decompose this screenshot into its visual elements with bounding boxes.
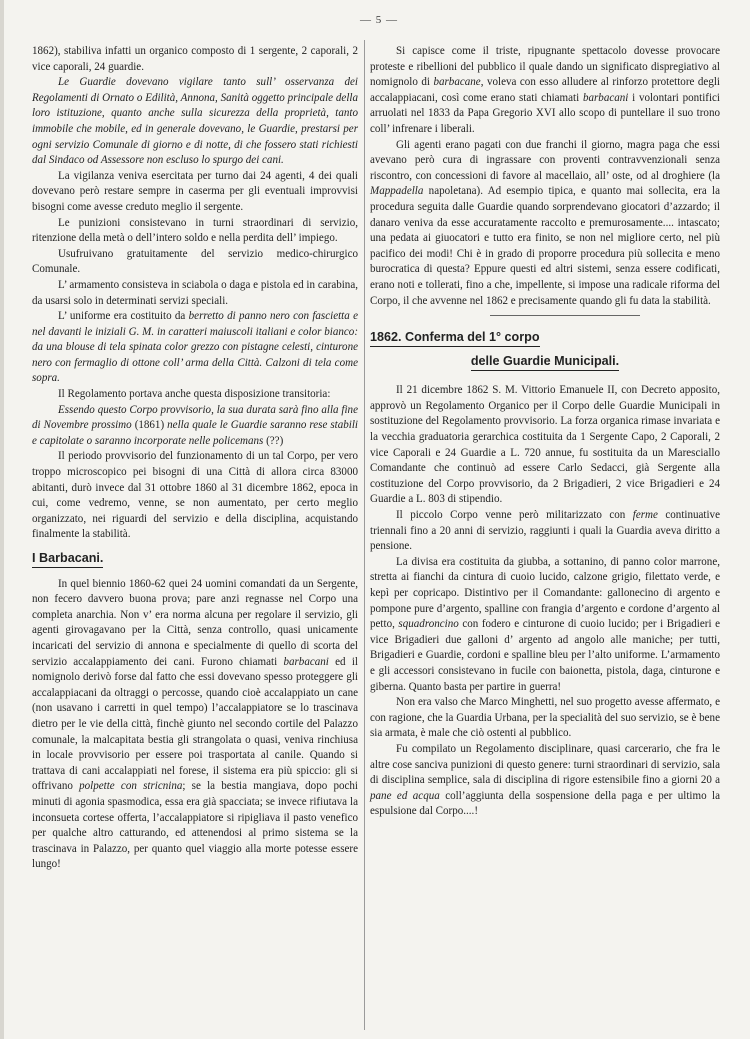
uniform-description: berretto di panno nero con fascietta e nel davanti le iniziali G. M. in caratteri maiuscoli italiani e color bianco: da una blouse di tela spinata color grezzo con pistagne celesti, cinturone nero con fermaglio di ottone coll’ arma della Città. Calzoni di tela come sopra. <box>32 310 358 385</box>
right-paragraph-discipline <box>370 742 720 820</box>
uniform-intro: L’ uniforme era costituito da <box>58 310 189 323</box>
section-heading-barbacani <box>32 551 358 567</box>
spectacle-term-2: barbacani <box>582 91 629 104</box>
spectacle-term-1: barbacane <box>433 76 481 89</box>
barbacani-text-1: In quel biennio 1860-62 quei 24 uomini comandati da un Sergente, non fecero davvero buona prova; pare anzi regnasse nel Corpo una completa anarchia. Non v’ era norma alcuna per regolare il servizio, gli agenti girovagavano per la Città, senza controllo, quasi unicamente incaricati del servizio di annona e specialmente di quello di scorta del servizio accalappiamento dei cani. Furono chiamati <box>32 577 358 668</box>
spectacle-text-1: Si capisce come il triste, ripugnante spettacolo dovesse provocare proteste e ribellioni del pubblico il quale dando un significato dispregiativo al nomignolo di <box>370 45 720 89</box>
divisa-text-1: La divisa era costituita da giubba, a sottanino, di panno color marrone, stretta ai fianchi da cintura di cuoio lucido, calzone grigio, filettato verde, e kepì per copricapo. Distintivo per il Comandante: gallonecino di argento e pompone pure d’argento, spalline con frangia d’argento e cordone d’argento al petto, <box>370 555 720 631</box>
left-paragraph-uniform <box>32 309 358 387</box>
right-paragraph-divisa <box>370 555 720 695</box>
discipline-term: pane ed acqua <box>370 789 440 802</box>
militarized-term: ferme <box>632 509 658 522</box>
militarized-text-2: continuative triennali fino a 20 anni di servizio, raggiunti i quali la Guardia aveva diritto a pensione. <box>370 509 720 553</box>
left-paragraph-1: 1862), stabiliva infatti un organico composto di 1 sergente, 2 caporali, 2 vice caporali, 24 guardie. <box>32 45 358 73</box>
discipline-text-1: Fu compilato un Regolamento disciplinare, quasi carcerario, che fra le altre cose sanciva punizioni di questo genere: turni straordinari di servizio, sala di disciplina semplice, sala di disciplina di rigore estensibile fino a giorni 20 a <box>370 742 720 787</box>
divisa-term: squadroncino <box>398 618 459 631</box>
left-paragraph-duties: Le Guardie dovevano vigilare tanto sull’ osservanza dei Regolamenti di Ornato o Edilità, Annona, Sanità oggetto principale della loro istituzione, quanto anche sulla sicurezza della proprietà, tanto immobile che mobile, ed in generale dovevano, le Guardie, prestarsi per ogni servizio Comunale di giorno e di notte, di che fossero stati richiesti dal Sindaco od Assessore non escluso lo spurgo dei cani. <box>32 76 358 167</box>
barbacani-poison: polpette con stricnina <box>79 780 183 793</box>
left-paragraph-provisional-period: Il periodo provvisorio del funzionamento di un tal Corpo, per vero troppo microscopico pei bisogni di una Città di allora circa 83000 abitanti, durò invece dal 31 ottobre 1860 al 31 dicembre 1862, epoca in cui, come vedremo, venne, se non aumentato, per certo meglio organizzato, nei riguardi del servizio e della disciplina, acquistando finalmente la stabilità. <box>32 450 358 541</box>
left-paragraph-provisional-quote <box>32 403 358 450</box>
quote-question: (??) <box>266 434 284 447</box>
barbacani-text-3: ; se la bestia mangiava, dopo pochi minuti di agonia spasmodica, essa era già spacciata; se invece rifiutava la inconsueta cortese offerta, l’accalappiatore si ripigliava il pasto venefico per qualche altro catturando, ed attenendosi al primo sistema se la trascinava in Palazzo, per quanto quel viaggio alla morte potesse essere lungo! <box>32 780 359 871</box>
left-paragraph-transitory: Il Regolamento portava anche questa disposizione transitoria: <box>58 388 331 401</box>
left-column <box>32 44 358 873</box>
quote-part-1: Essendo questo Corpo provvisorio, la sua durata sarà fino alla fine di Novembre prossimo <box>32 403 358 432</box>
militarized-text-1: Il piccolo Corpo venne però militarizzato con <box>396 509 633 522</box>
divisa-text-2: con fodero e cinturone di cuoio lucido; per i Brigadieri e vice Brigadieri due galloni d’ argento ad angolo alle maniche; per tutti, Brigadieri e Guardie, cordoni e spalline bleu per l’alto uniforme. L’armamento e gli accessori consistevano in fucile con baionetta, pistola, daga, cinturone e giberna. Quanto basta per partire in guerra! <box>370 618 720 693</box>
right-column <box>370 44 720 820</box>
section-heading-1862-line1: 1862. Conferma del 1° corpo <box>370 330 540 347</box>
spectacle-text-3: i volontari pontifici arruolati nel 1833 da Papa Gregorio XVI allo scopo di puntellare il suo trono coll’ infrenare i liberali. <box>370 91 720 135</box>
section-heading-1862-line2: delle Guardie Municipali. <box>471 354 619 371</box>
left-paragraph-medical: Usufruivano gratuitamente del servizio medico-chirurgico Comunale. <box>32 247 358 276</box>
section-heading-1862 <box>370 330 720 346</box>
right-paragraph-pay <box>370 138 720 310</box>
section-heading-text: I Barbacani. <box>32 551 103 568</box>
left-paragraph-armament: L’ armamento consisteva in sciabola o daga e pistola ed in carabina, da usarsi solo in determinati servizi speciali. <box>32 278 358 307</box>
right-paragraph-militarized <box>370 508 720 555</box>
quote-year: (1861) <box>134 419 165 432</box>
left-paragraph-punishments: Le punizioni consistevano in turni straordinari di servizio, ritenzione della metà o dell’intero soldo e nella perdita dell’ impiego. <box>32 216 358 245</box>
quote-part-2: nella quale le Guardie saranno rese stabili e capitolate o saranno incorporate nelle policemans <box>32 419 358 447</box>
barbacani-term: barbacani <box>283 655 329 668</box>
column-divider <box>364 40 365 1030</box>
discipline-text-2: coll’aggiunta della sospensione della paga e per ultimo la espulsione dal Corpo....! <box>370 789 720 818</box>
section-heading-1862-second <box>370 354 720 370</box>
right-paragraph-decree: Il 21 dicembre 1862 S. M. Vittorio Emanuele II, con Decreto apposito, approvò un Regolamento Organico per il Corpo delle Guardie Municipali in sostituzione del Regolamento provvisorio. La forza organica rimase invariata e la vecchia graduatoria gerarchica costituita da 1 Sergente Capo, 2 Caporali, 2 vice Caporali e 24 Guardie a L. 720 annue, fu sostituita da un Maresciallo Comandante che continuò ad essere Carlo Sedacci, già Sergente alla costituzione del Corpo provvisorio, da 2 Brigadieri, 2 vice Brigadieri e 24 Guardie a L. 803 di stipendio. <box>370 384 720 506</box>
left-paragraph-barbacani <box>32 577 358 873</box>
spectacle-text-2: , voleva con esso alludere al rinforzo protettore degli accalappiacani, così come erano stati chiamati <box>370 76 720 104</box>
barbacani-text-2: ed il nomignolo derivò forse dal fatto che essi dovevano spesso proteggere gli accalappiacani da oltraggi o percosse, quando cioè accalappiato un cane (non usavano i carretti in quel tempo) l’accalappiatore se lo trascinava dietro per le vie della città, finchè giunto nel secondo cortile del Palazzo comunale, la malcapitata bestia gli strangolata o quasi, veniva rinchiusa in locale provvisorio per essere poi trasportata al canile. Quando si trattava di cani accalappiati nel forese, il sistema era più spiccio: gli si offrivano <box>32 655 358 793</box>
section-separator <box>490 315 640 316</box>
right-paragraph-spectacle <box>370 44 720 138</box>
pay-text-1: Gli agenti erano pagati con due franchi il giorno, magra paga che essi avevano però cura di ingrassare con proventi contravvenzionali senza riscontro, con concessioni di favore al macellaio, all’ oste, od al droghiere (la <box>370 138 720 182</box>
page-number: — 5 — <box>360 14 398 26</box>
left-paragraph-vigilance: La vigilanza veniva esercitata per turno dai 24 agenti, 4 dei quali dovevano però restare sempre in caserma per gli eventuali improvvisi bisogni come avesse creduto meglio il sergente. <box>32 169 358 213</box>
pay-term: Mappadella <box>370 185 424 198</box>
pay-text-2: napoletana). Ad esempio tipica, e quanto mai sollecita, era la procedura seguita dalle Guardie quando sorprendevano giocatori d’azzardo; il danaro veniva da esse accuratamente raccolto e premurosamente.... intascato; una pedata ai giuocatori e tutto era finito, se non nel migliore certo, nel più pacifico dei modi! Chi è in grado di proporre procedura più sollecita e meno burocratica di questa? Eppure questi ed altri sistemi, senza essere codificati, erano noti e tollerati, fino a che, impellente, si impose una radicale riforma del Corpo, il che avvenne nel 1862 e precisamente quando gli fu data la stabilità. <box>370 185 720 307</box>
right-paragraph-minghetti: Non era valso che Marco Minghetti, nel suo progetto avesse affermato, e con ragione, che la Guardia Urbana, per la specialità del suo servizio, se è bene sia armata, è male che ciò ostenti al pubblico. <box>370 696 720 740</box>
